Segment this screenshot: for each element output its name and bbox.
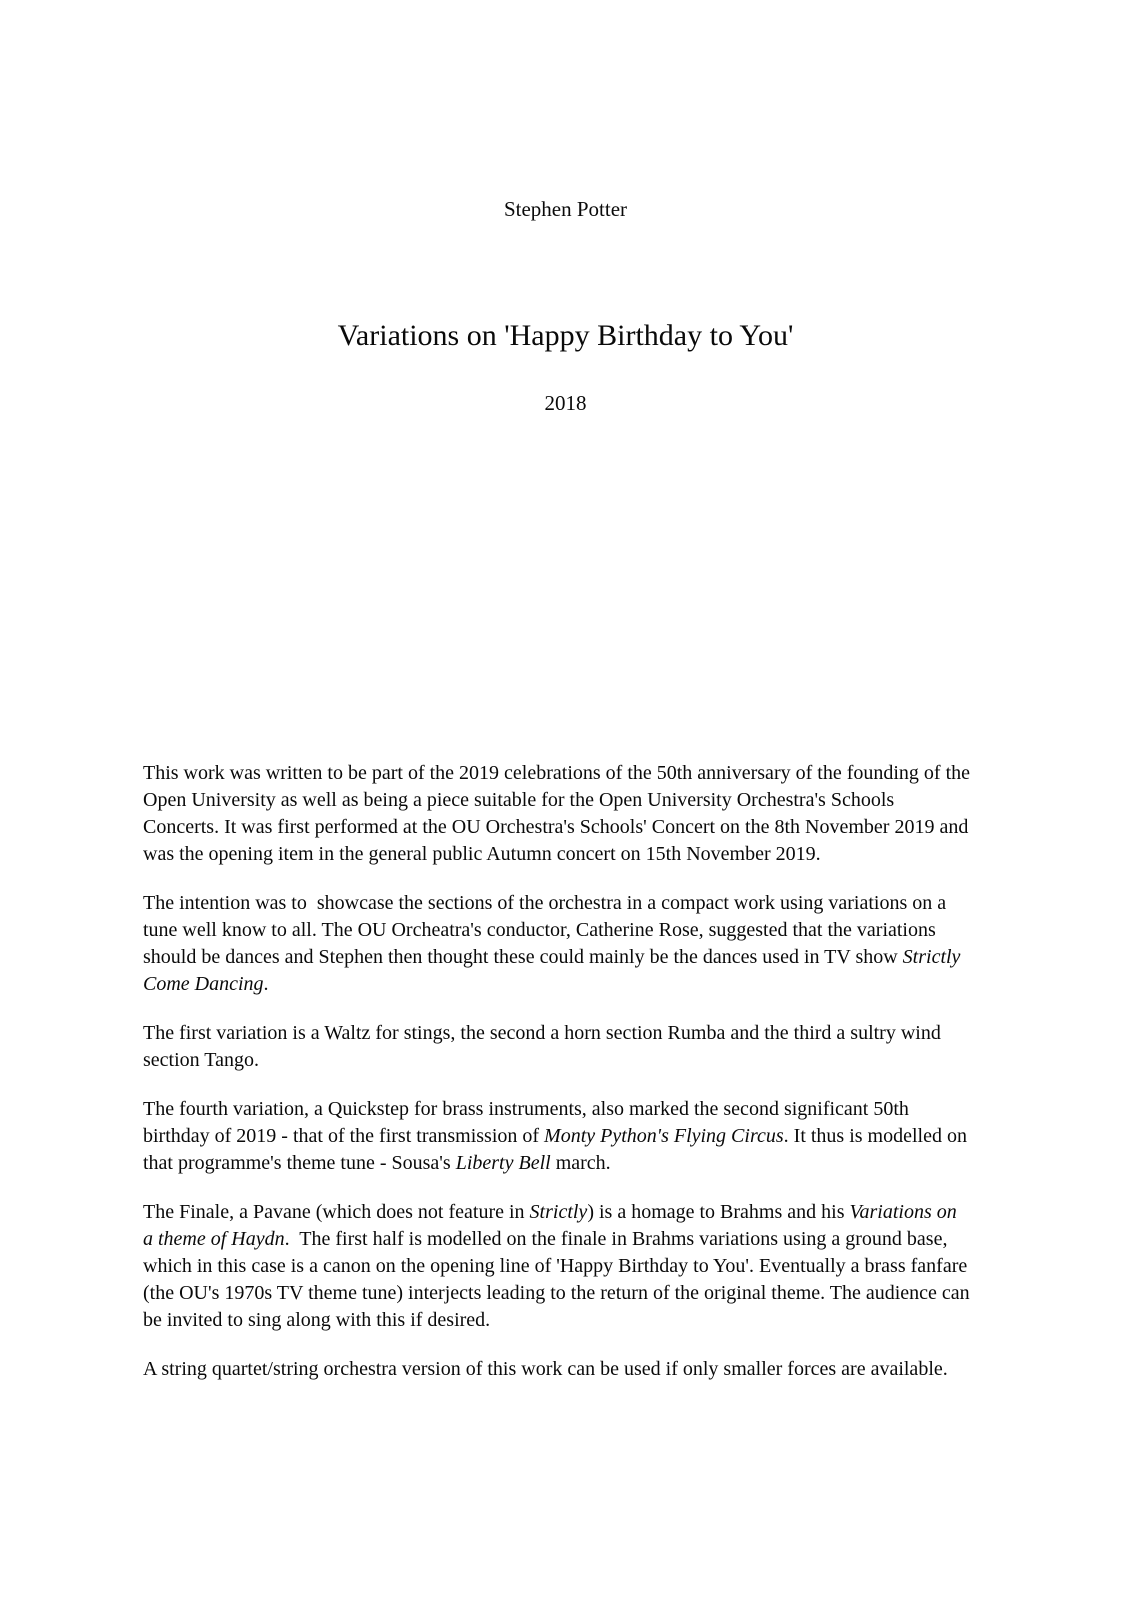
text-run: The Finale, a Pavane (which does not feature in	[143, 1201, 530, 1223]
text-run: . It thus is modelled on that programme's theme tune - Sousa's	[143, 1125, 972, 1174]
text-run: .	[263, 973, 269, 995]
text-run: This work was written to be part of the 2019 celebrations of the 50th anniversary of the founding of the Open University as well as being a piece suitable for the Open University Orchestra's Schools Concerts. It was first performed at the OU Orchestra's Schools' Concert on the 8th November 2019 and was the opening item in the general public Autumn concert on 15th November 2019.	[143, 762, 976, 865]
document-title: Variations on 'Happy Birthday to You'	[337, 319, 794, 352]
document-body	[143, 760, 976, 1405]
text-run: The intention was to showcase the sections of the orchestra in a compact work using variations on a tune well know to all. The OU Orcheatra's conductor, Catherine Rose, suggested that the variations should be dances and Stephen then thought these could mainly be the dances used in TV show	[143, 892, 952, 968]
italic-text-run: Strictly Come Dancing	[143, 946, 966, 995]
author-name: Stephen Potter	[503, 197, 628, 221]
paragraph	[143, 1199, 975, 1334]
paragraph	[143, 890, 971, 998]
text-run: ) is a homage to Brahms and his	[587, 1201, 850, 1223]
italic-text-run: Liberty Bell	[455, 1152, 551, 1174]
text-run: The first variation is a Waltz for stings, the second a horn section Rumba and the third a sultry wind section Tango.	[143, 1022, 946, 1071]
text-run: The fourth variation, a Quickstep for brass instruments, also marked the second significant 50th birthday of 2019 - that of the first transmission of	[143, 1098, 914, 1147]
text-run: . The first half is modelled on the finale in Brahms variations using a ground base, which in this case is a canon on the opening line of 'Happy Birthday to You'. Eventually a brass fanfare (the OU's 1970s TV theme tune) interjects leading to the return of the original theme. The audience can be invited to sing along with this if desired.	[143, 1228, 975, 1331]
italic-text-run: Strictly	[529, 1201, 588, 1223]
italic-text-run: Monty Python's Flying Circus	[544, 1125, 784, 1147]
text-run: march.	[550, 1152, 611, 1174]
paragraph	[143, 1096, 971, 1177]
italic-text-run: Variations on a theme of Haydn	[143, 1201, 962, 1250]
text-run: A string quartet/string orchestra version of this work can be used if only smaller forces are available.	[143, 1358, 948, 1380]
paragraph	[143, 1020, 971, 1074]
document-year: 2018	[544, 391, 587, 415]
paragraph	[143, 760, 976, 868]
paragraph	[143, 1356, 971, 1383]
